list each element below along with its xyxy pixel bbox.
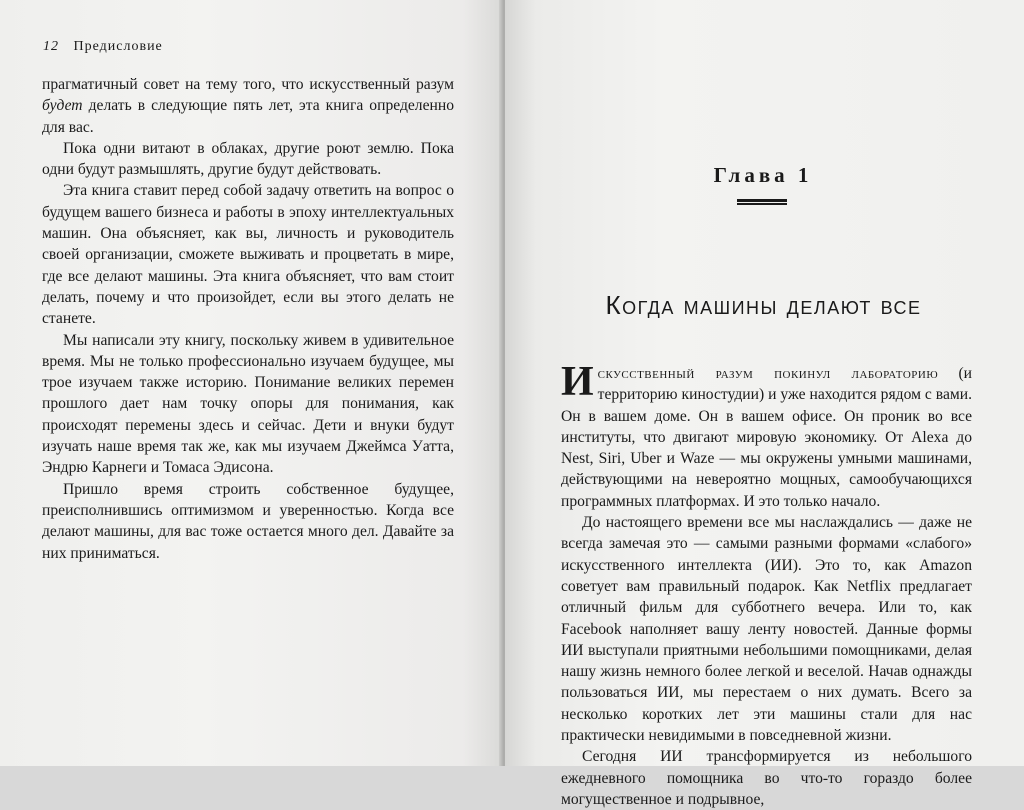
chapter-rule [737,199,787,205]
drop-cap: И [561,359,594,405]
chapter-label: Глава 1 [713,163,813,187]
running-head-title: Предисловие [73,39,163,54]
right-body-text [561,359,973,810]
paragraph: Пока одни витают в облаках, другие роют землю. Пока одни будут размышлять, другие будут действовать. [42,139,454,179]
paragraph: прагматичный совет на тему того, что искусственный разум будет делать в следующие пять лет, эта книга определенно для вас. [42,76,454,136]
paragraph: Сегодня ИИ трансформируется из небольшого ежедневного помощника во что-то гораздо более могущественное и подрывное, [561,748,972,808]
paragraph: Пришло время строить собственное будущее, преисполнившись оптимизмом и уверенностью. Когда все делают машины, для вас тоже остается много дел. Давайте за них приниматься. [42,480,454,562]
chapter-title: Когда машины делают все [605,290,922,320]
paragraph: Мы написали эту книгу, поскольку живем в удивительное время. Мы не только профессионально изучаем будущее, мы трое изучаем также историю. Понимание великих перемен прошлого дает нам точку опоры для понимания, как происходят перемены здесь и сейчас. Дети и внуки будут изучать наше время так же, как мы изучаем Джеймса Уатта, Эндрю Карнеги и Томаса Эдисона. [42,331,454,477]
page-number: 12 [43,39,59,54]
lead-in: скусственный разум покинул лабораторию [597,365,939,382]
left-body-text [42,74,454,564]
paragraph: Эта книга ставит перед собой задачу ответить на вопрос о будущем вашего бизнеса и работы в эпоху интеллектуальных машин. Она объясняет, как вы, личность и руководитель своей организации, сможете выживать и процветать в мире, где все делают машины. Эта книга объясняет, что вам стоит делать, почему и что произойдет, если вы этого делать не станете. [42,182,454,328]
left-page [0,0,503,766]
paragraph: До настоящего времени все мы наслаждались — даже не всегда замечая это — самыми разными формами «слабого» искусственного интеллекта (ИИ). Это то, как Amazon советует вам правильный подарок. Как Netflix предлагает отличный фильм для субботнего вечера. Или то, как Facebook наполняет вашу ленту новостей. Данные формы ИИ выступали приятными небольшими помощниками, делая нашу жизнь немного более легкой и веселой. Начав однажды пользоваться ИИ, мы перестаем о них думать. Всего за несколько коротких лет эти машины стали для нас практически невидимыми в повседневной жизни. [561,514,972,745]
paragraph: Искусственный разум покинул лабораторию (и территорию киностудии) и уже находится рядом с вами. Он в вашем доме. Он в вашем офисе. Он проник во все институты, что двигают мировую экономику. От Alexa до Nest, Siri, Uber и Waze — мы окружены умными машинами, действующими на невероятно мощных, самообучающихся программных платформах. И это только начало. [561,359,973,510]
running-head [43,39,163,55]
